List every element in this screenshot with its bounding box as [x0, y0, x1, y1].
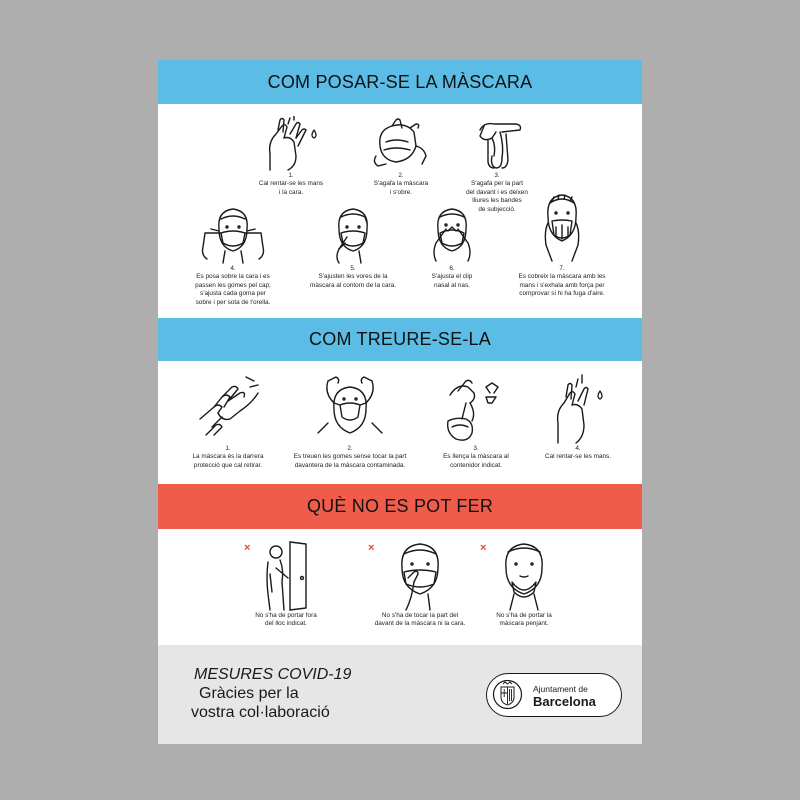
footer-title: MESURES COVID-19 — [194, 666, 352, 683]
step-text-line: S'agafa per la part — [470, 180, 524, 188]
step-text-line: S'ajusten les vores de la — [318, 273, 388, 281]
logo-line-1: Ajuntament de — [533, 684, 588, 694]
step-text-line: comprovar si hi ha fuga d'aire. — [519, 290, 605, 298]
step-text-line: No s'ha de tocar la part del — [381, 612, 459, 619]
step-text-line: No s'ha de portar la — [496, 612, 552, 619]
step-text-line: davant de la màscara ni la cara. — [374, 620, 466, 628]
step-text-line: màscara al contorn de la cara. — [310, 281, 396, 289]
remove-step-4 — [532, 373, 624, 462]
hands-washing-icon — [256, 116, 326, 172]
mask-remove-icon — [314, 373, 386, 445]
remove-step-2 — [276, 373, 424, 470]
step-number: 3. — [473, 445, 479, 452]
step-text-line: Cal rentar-se les mans. — [544, 453, 612, 461]
footer-thanks-line: vostra col·laboració — [191, 704, 330, 721]
hands-washing-icon — [546, 373, 610, 445]
mask-hanging-icon — [488, 538, 560, 612]
step-text-line: i s'obre. — [389, 188, 413, 196]
step-number: 1. — [225, 445, 231, 452]
step-text-line: S'ajusta el clip — [431, 273, 473, 281]
step-text-line: Es llença la màscara al — [443, 453, 509, 461]
section-header-remove — [158, 318, 642, 361]
put-on-step-4 — [174, 203, 292, 307]
step-number: 4. — [230, 265, 236, 272]
step-text-line: lliures les bandes — [472, 197, 522, 205]
nose-clip-icon — [416, 203, 488, 265]
mask-adjust-edges-icon — [317, 203, 389, 265]
step-text-line: davantera de la màscara contaminada. — [294, 461, 406, 469]
section-title: COM TREURE-SE-LA — [309, 329, 491, 349]
step-text-line: S'agafa la màscara — [373, 180, 429, 188]
mask-check-leak-icon — [526, 191, 598, 265]
prohibited-mark-icon: × — [244, 542, 251, 554]
mask-dispose-icon — [440, 373, 512, 445]
put-on-step-6 — [404, 203, 500, 290]
mask-open-icon — [366, 116, 436, 172]
prohibited-mark-icon: × — [368, 542, 375, 554]
step-text-line: Es treuen les gomes sense tocar la part — [293, 453, 407, 461]
step-text-line: del davant i es deixen — [466, 188, 528, 196]
step-text-line: nasal al nas. — [434, 281, 470, 289]
step-number: 1. — [288, 172, 294, 179]
footer — [158, 645, 642, 744]
poster — [158, 60, 642, 744]
section-title: QUÈ NO ES POT FER — [306, 496, 494, 516]
step-text-line: contenidor indicat. — [450, 461, 502, 469]
step-text-line: Cal rentar-se les mans — [258, 180, 324, 188]
step-text-line: No s'ha de portar fora — [255, 612, 317, 619]
person-at-door-icon — [254, 538, 318, 612]
step-text-line: màscara penjant. — [499, 620, 549, 628]
step-text-line: s'ajusta cada goma per — [200, 290, 266, 298]
dont-step-1 — [234, 538, 338, 629]
prohibited-mark-icon: × — [480, 542, 487, 554]
dont-step-3 — [470, 538, 578, 629]
step-number: 2. — [347, 445, 353, 452]
remove-step-3 — [420, 373, 532, 470]
step-number: 5. — [350, 265, 356, 272]
mask-hold-icon — [462, 116, 532, 172]
step-number: 2. — [398, 172, 404, 179]
step-text-line: mans i s'exhala amb força per — [519, 281, 605, 289]
step-text-line: passen les gomes pel cap; — [195, 281, 271, 289]
mask-put-on-icon — [197, 203, 269, 265]
step-number: 6. — [449, 265, 455, 272]
logo-line-2: Barcelona — [533, 694, 596, 709]
gloves-removal-icon — [192, 373, 264, 445]
section-title: COM POSAR-SE LA MÀSCARA — [267, 71, 533, 92]
step-text-line: Es cobreix la màscara amb les — [518, 273, 606, 281]
step-text-line: de subjecció. — [478, 205, 516, 213]
footer-thanks-line: Gràcies per la — [199, 685, 299, 702]
step-number: 7. — [559, 265, 565, 272]
step-text-line: sobre i per sota de l'orella. — [195, 298, 271, 306]
barcelona-logo — [486, 673, 622, 717]
step-text-line: del lloc indicat. — [265, 620, 307, 628]
put-on-step-5 — [294, 203, 412, 290]
step-number: 4. — [575, 445, 581, 452]
step-text-line: protecció que cal retirar. — [193, 461, 263, 469]
step-text-line: La màscara és la darrera — [192, 453, 264, 461]
barcelona-seal-icon — [492, 679, 523, 710]
step-text-line: Es posa sobre la cara i es — [196, 273, 270, 281]
touch-mask-icon — [384, 538, 456, 612]
section-header-put-on — [158, 60, 642, 104]
remove-step-1 — [174, 373, 282, 470]
step-number: 3. — [494, 172, 500, 179]
put-on-step-2 — [346, 116, 456, 197]
dont-step-2 — [354, 538, 486, 629]
step-text-line: i la cara. — [278, 188, 304, 196]
put-on-step-7 — [498, 191, 626, 299]
section-header-donts — [158, 484, 642, 529]
put-on-step-1 — [236, 116, 346, 197]
